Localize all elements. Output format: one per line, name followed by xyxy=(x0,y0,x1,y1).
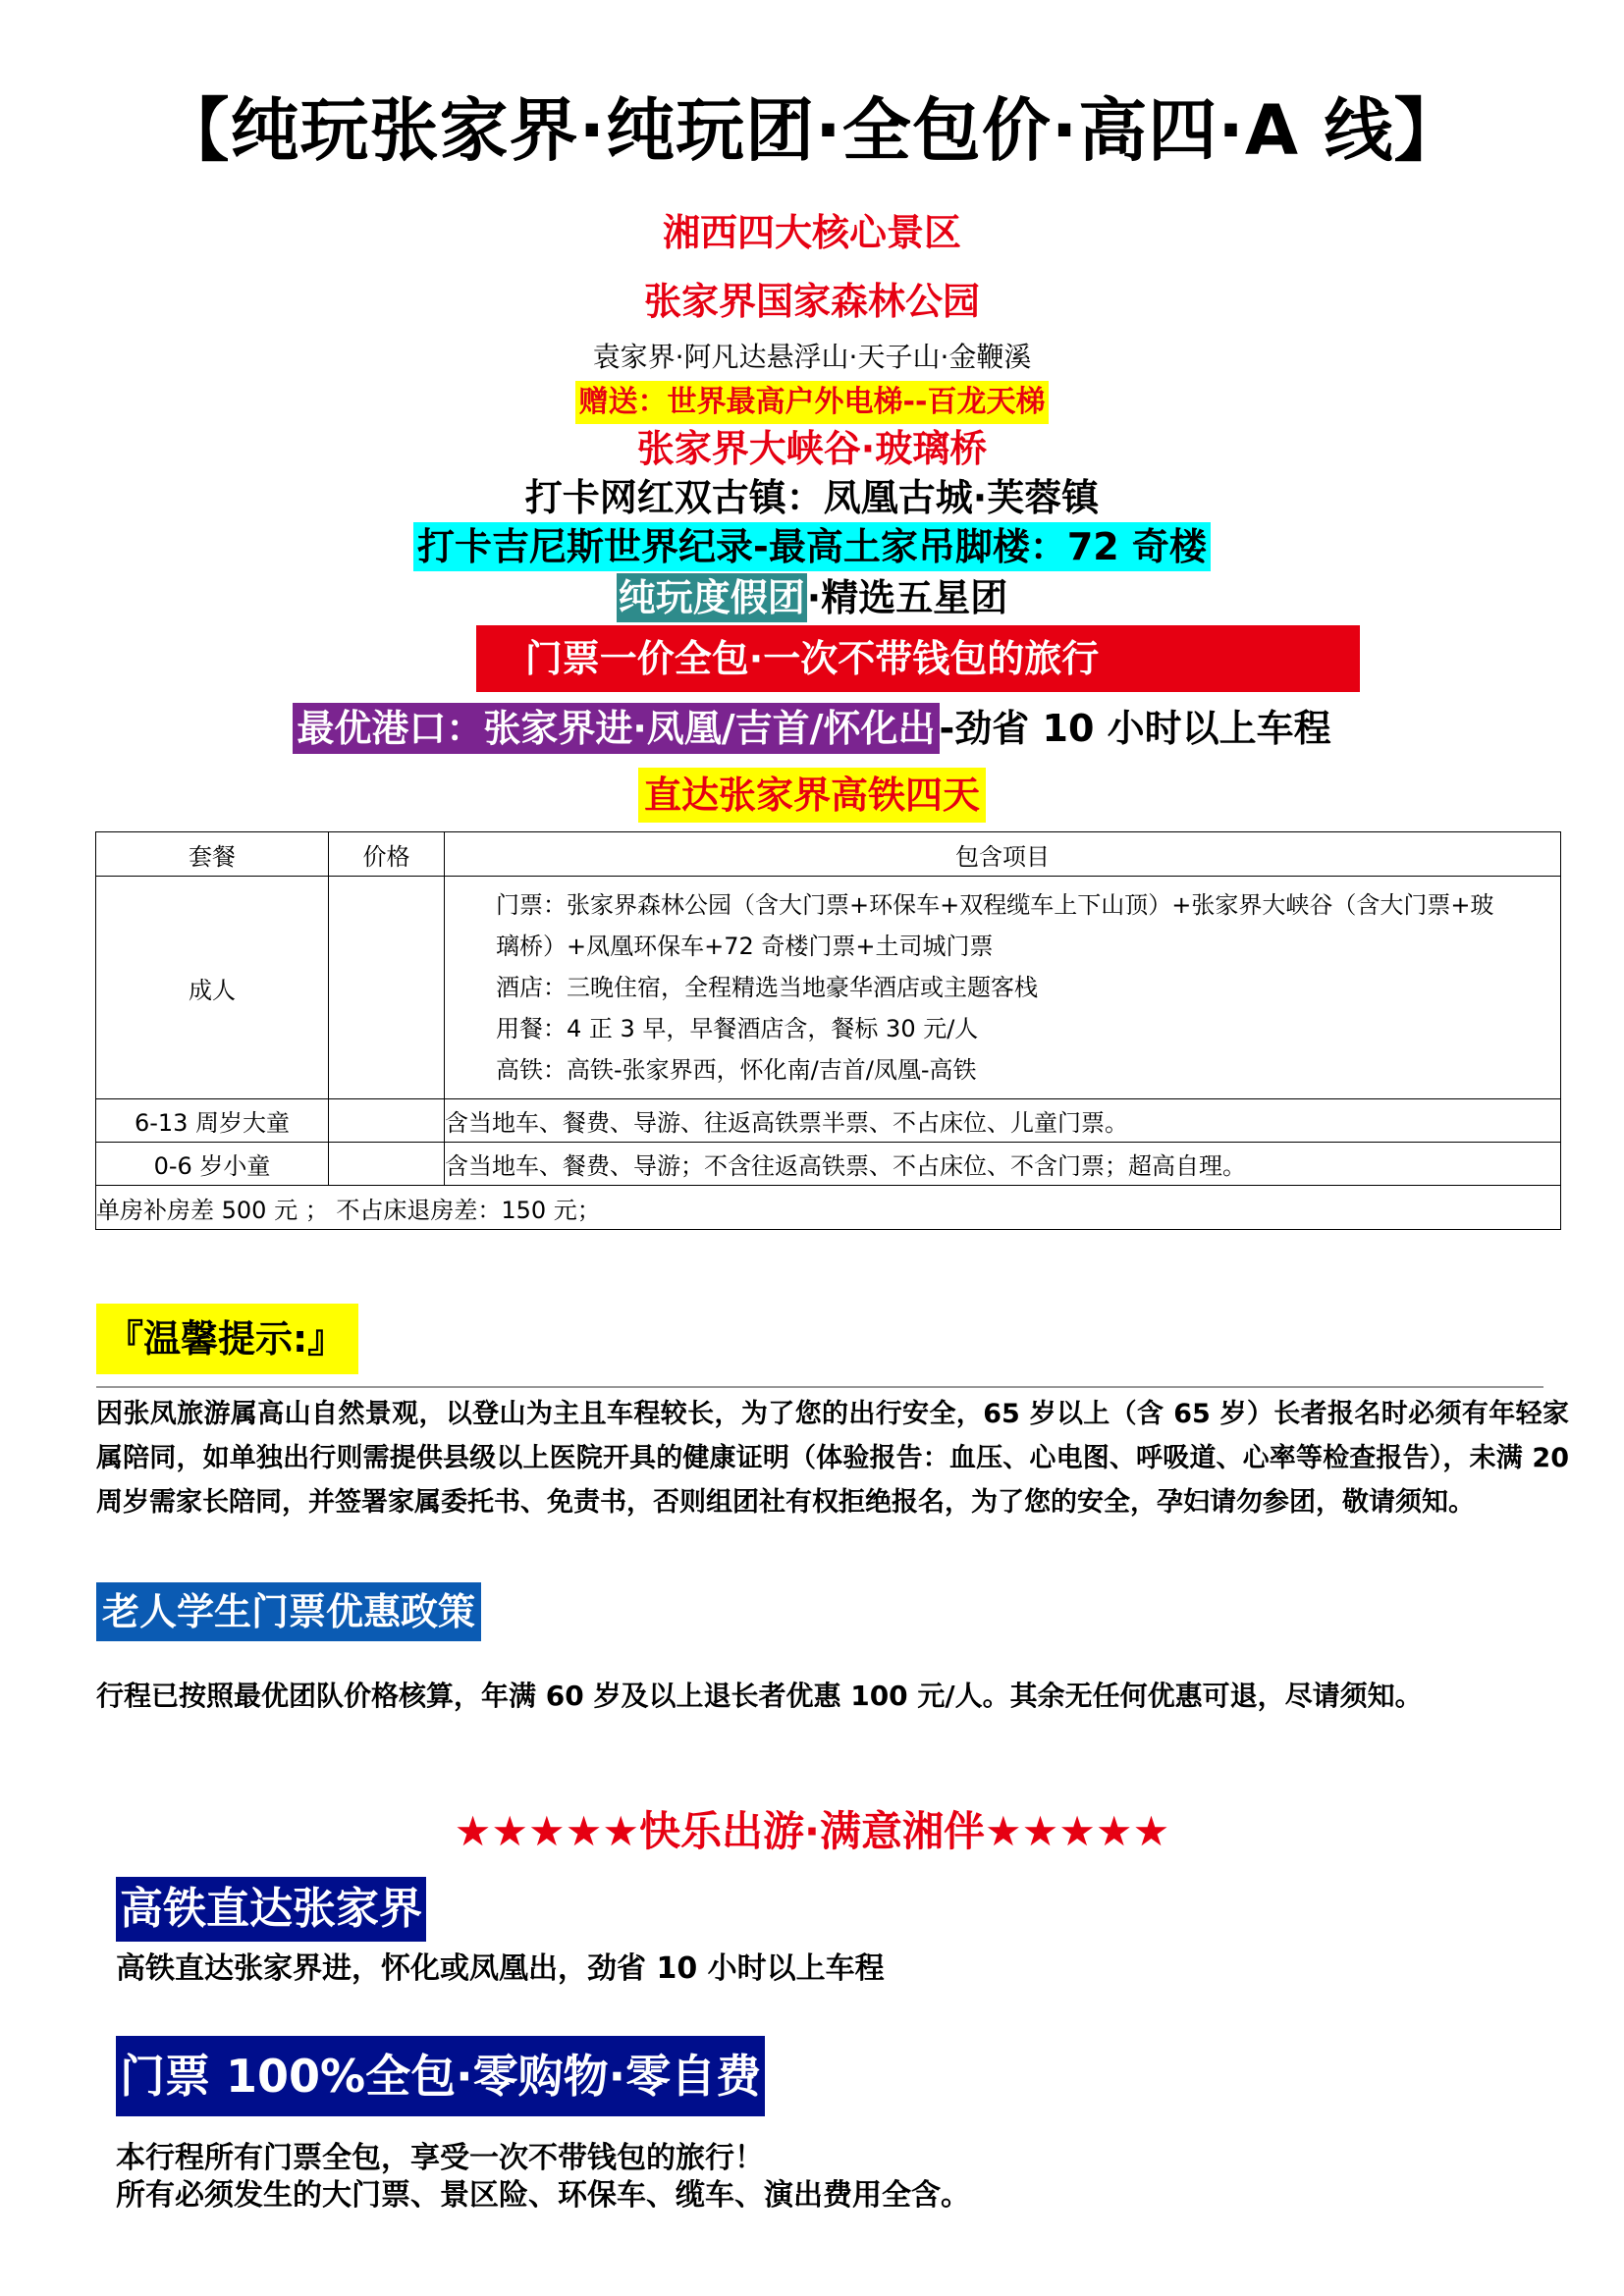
table-row xyxy=(96,877,1561,1099)
subtitle-glass-bridge: 张家界大峡谷·玻璃桥 xyxy=(636,427,988,470)
table-row xyxy=(96,1186,1561,1230)
subtitle-scenic-spots: 袁家界·阿凡达悬浮山·天子山·金鞭溪 xyxy=(592,341,1032,373)
header-package: 套餐 xyxy=(96,832,329,877)
adult-includes-list xyxy=(445,877,1560,1098)
package-table xyxy=(95,831,1561,1230)
list-item: 高铁：高铁-张家界西，怀化南/吉首/凤凰-高铁 xyxy=(496,1056,977,1084)
best-port-saving: -劲省 10 小时以上车程 xyxy=(939,707,1331,750)
tips-heading: 『温馨提示:』 xyxy=(96,1304,358,1374)
row-adult-price xyxy=(329,877,445,1099)
table-row xyxy=(96,1143,1561,1186)
row-child-big-price xyxy=(329,1099,445,1143)
subtitle-leisure-tour: 纯玩度假团 xyxy=(617,573,807,622)
highspeed-heading: 高铁直达张家界 xyxy=(116,1877,426,1942)
row-child-small-price xyxy=(329,1143,445,1186)
subtitle-gift-elevator: 赠送：世界最高户外电梯--百龙天梯 xyxy=(575,381,1050,424)
tickets-body-2: 所有必须发生的大门票、景区险、环保车、缆车、演出费用全含。 xyxy=(116,2178,970,2213)
table-header-row xyxy=(96,832,1561,877)
list-item: 璃桥）+凤凰环保车+72 奇楼门票+土司城门票 xyxy=(496,933,994,960)
row-child-big-label: 6-13 周岁大童 xyxy=(96,1099,329,1143)
page-title: 【纯玩张家界·纯玩团·全包价·高四·A 线】 xyxy=(160,90,1464,171)
discount-body: 行程已按照最优团队价格核算，年满 60 岁及以上退长者优惠 100 元/人。其余无任何优惠可退，尽请须知。 xyxy=(96,1680,1423,1712)
subtitle-guinness-record: 打卡吉尼斯世界纪录-最高土家吊脚楼：72 奇楼 xyxy=(413,522,1211,571)
subtitle-core-scenic: 湘西四大核心景区 xyxy=(662,211,961,254)
tips-divider xyxy=(96,1386,1543,1388)
list-item: 门票：张家界森林公园（含大门票+环保车+双程缆车上下山顶）+张家界大峡谷（含大门票+玻 xyxy=(496,891,1494,919)
subtitle-ancient-towns: 打卡网红双古镇：凤凰古城·芙蓉镇 xyxy=(524,476,1100,519)
room-difference-note: 单房补房差 500 元 ； 不占床退房差：150 元； xyxy=(96,1186,1561,1230)
subtitle-forest-park: 张家界国家森林公园 xyxy=(643,280,980,323)
discount-heading: 老人学生门票优惠政策 xyxy=(96,1582,481,1641)
list-item: 用餐：4 正 3 早，早餐酒店含，餐标 30 元/人 xyxy=(496,1015,979,1042)
slogan: ★★★★★快乐出游·满意湘伴★★★★★ xyxy=(454,1807,1170,1855)
row-adult-label: 成人 xyxy=(96,877,329,1099)
tips-body: 因张凤旅游属高山自然景观，以登山为主且车程较长，为了您的出行安全，65 岁以上（含 65 岁）长者报名时必须有年轻家属陪同，如单独出行则需提供县级以上医院开具的健康证明（体验报告：血压、心电图、呼吸道、心率等检查报告），未满 20 周岁需家长陪同，并签署家属委托书、免责书，否则组团社有权拒绝报名，为了您的安全，孕妇请勿参团，敬请须知。 xyxy=(96,1399,1569,1518)
subtitle-five-star: ·精选五星团 xyxy=(806,576,1008,619)
highspeed-body: 高铁直达张家界进，怀化或凤凰出，劲省 10 小时以上车程 xyxy=(116,1951,885,1986)
list-item: 酒店：三晚住宿，全程精选当地豪华酒店或主题客栈 xyxy=(496,974,1038,1001)
row-child-big-includes: 含当地车、餐费、导游、往返高铁票半票、不占床位、儿童门票。 xyxy=(445,1099,1561,1143)
table-row xyxy=(96,1099,1561,1143)
row-child-small-includes: 含当地车、餐费、导游；不含往返高铁票、不占床位、不含门票；超高自理。 xyxy=(445,1143,1561,1186)
header-price: 价格 xyxy=(329,832,445,877)
best-port-label: 最优港口：张家界进·凤凰/吉首/怀化出 xyxy=(293,703,939,754)
tickets-heading: 门票 100%全包·零购物·零自费 xyxy=(116,2036,765,2116)
all-inclusive-text: 门票一价全包·一次不带钱包的旅行 xyxy=(524,637,1100,680)
subtitle-four-days: 直达张家界高铁四天 xyxy=(638,768,986,823)
header-includes: 包含项目 xyxy=(445,832,1561,877)
row-child-small-label: 0-6 岁小童 xyxy=(96,1143,329,1186)
tickets-body-1: 本行程所有门票全包，享受一次不带钱包的旅行！ xyxy=(116,2141,764,2175)
